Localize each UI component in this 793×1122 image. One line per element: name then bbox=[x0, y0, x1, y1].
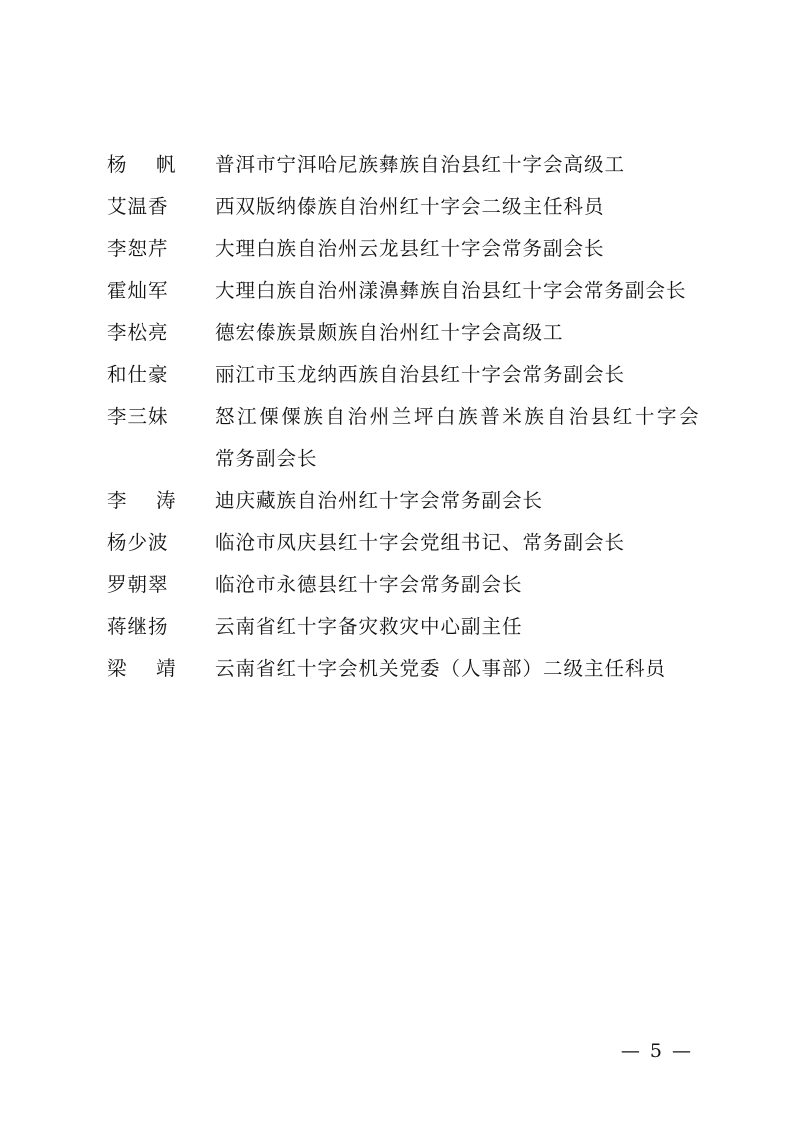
person-name: 杨少波 bbox=[107, 531, 169, 554]
person-name: 李松亮 bbox=[107, 321, 169, 344]
list-item bbox=[107, 396, 707, 480]
page-number: — 5 — bbox=[620, 1040, 693, 1062]
person-name: 霍灿军 bbox=[107, 279, 169, 302]
list-item bbox=[107, 354, 707, 396]
person-position-line2: 常务副会长 bbox=[215, 447, 318, 470]
list-item bbox=[107, 144, 707, 186]
person-name: 李 涛 bbox=[107, 489, 176, 512]
person-position: 丽江市玉龙纳西族自治县红十字会常务副会长 bbox=[215, 363, 626, 386]
person-position: 迪庆藏族自治州红十字会常务副会长 bbox=[215, 489, 544, 512]
person-position: 大理白族自治州漾濞彝族自治县红十字会常务副会长 bbox=[215, 279, 687, 302]
person-position: 普洱市宁洱哈尼族彝族自治县红十字会高级工 bbox=[215, 153, 626, 176]
person-position: 云南省红十字备灾救灾中心副主任 bbox=[215, 615, 523, 638]
person-name: 和仕豪 bbox=[107, 363, 169, 386]
person-position: 云南省红十字会机关党委（人事部）二级主任科员 bbox=[215, 657, 667, 680]
person-position: 临沧市凤庆县红十字会党组书记、常务副会长 bbox=[215, 531, 626, 554]
person-name: 蒋继扬 bbox=[107, 615, 169, 638]
person-name: 艾温香 bbox=[107, 195, 169, 218]
person-name: 杨 帆 bbox=[107, 153, 176, 176]
list-item bbox=[107, 480, 707, 522]
person-position: 德宏傣族景颇族自治州红十字会高级工 bbox=[215, 321, 564, 344]
person-position: 西双版纳傣族自治州红十字会二级主任科员 bbox=[215, 195, 605, 218]
list-item bbox=[107, 186, 707, 228]
list-item bbox=[107, 270, 707, 312]
list-item bbox=[107, 564, 707, 606]
person-position bbox=[215, 396, 707, 480]
list-item bbox=[107, 228, 707, 270]
personnel-list bbox=[107, 144, 707, 690]
list-item bbox=[107, 606, 707, 648]
person-position: 大理白族自治州云龙县红十字会常务副会长 bbox=[215, 237, 605, 260]
person-name: 李恕芹 bbox=[107, 237, 169, 260]
person-position-line1: 怒江傈僳族自治州兰坪白族普米族自治县红十字会 bbox=[215, 405, 702, 428]
person-name: 梁 靖 bbox=[107, 657, 176, 680]
list-item bbox=[107, 648, 707, 690]
person-name: 罗朝翠 bbox=[107, 573, 169, 596]
person-name: 李三妹 bbox=[107, 405, 169, 428]
list-item bbox=[107, 312, 707, 354]
person-position: 临沧市永德县红十字会常务副会长 bbox=[215, 573, 523, 596]
list-item bbox=[107, 522, 707, 564]
